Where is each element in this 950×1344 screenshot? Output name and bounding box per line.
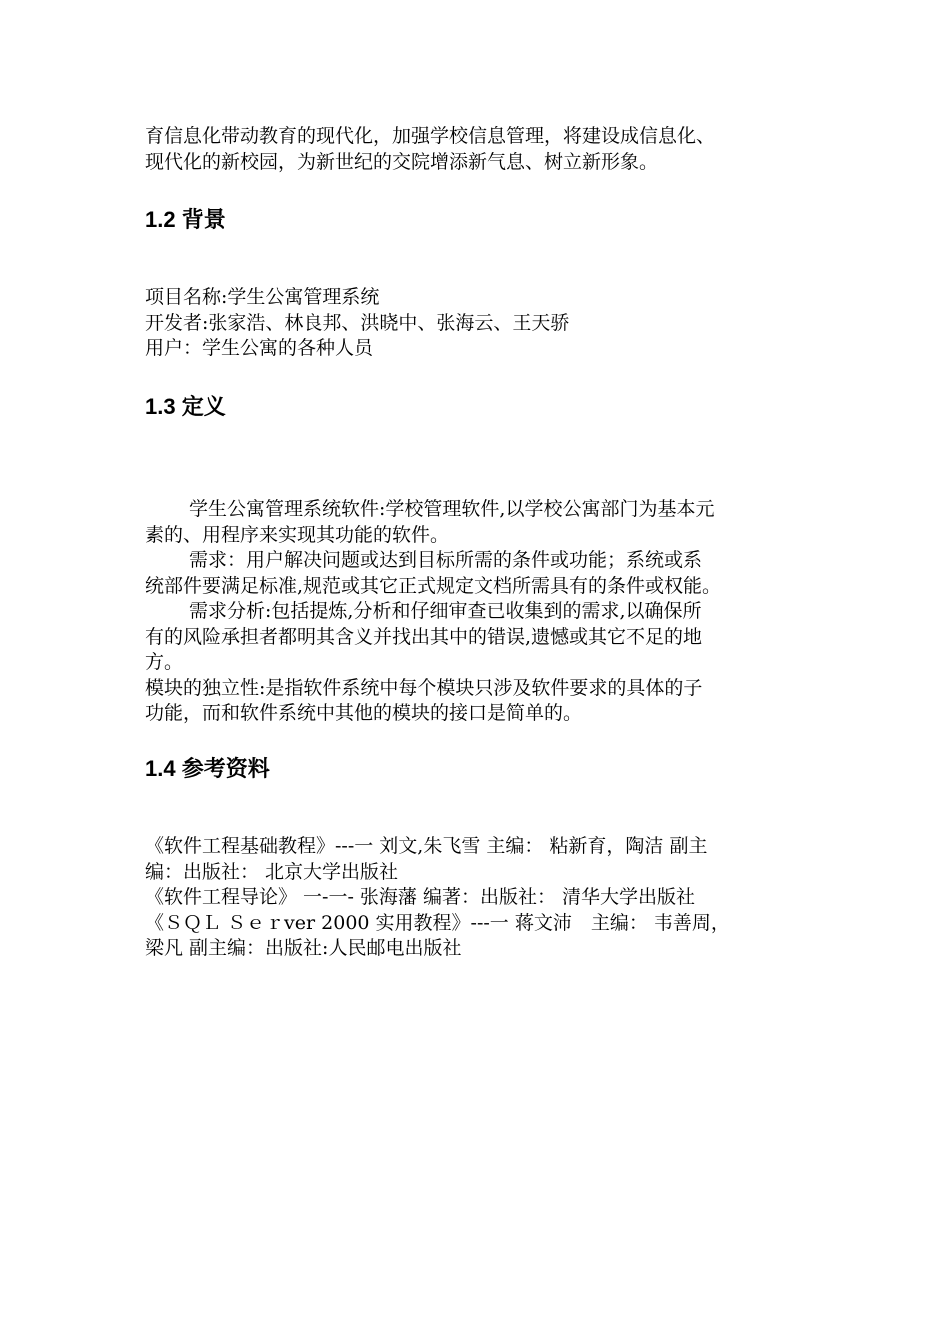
definition-line: 功能，而和软件系统中其他的模块的接口是简单的。 <box>145 702 583 724</box>
definition-line: 需求分析:包括提炼,分析和仔细审查已收集到的需求,以确保所 <box>189 600 702 622</box>
intro-line: 育信息化带动教育的现代化，加强学校信息管理，将建设成信息化、 <box>145 125 716 147</box>
definition-line: 方。 <box>145 651 184 673</box>
definition-line: 需求：用户解决问题或达到目标所需的条件或功能；系统或系 <box>189 549 703 571</box>
background-paragraph <box>145 285 810 362</box>
definition-line: 学生公寓管理系统软件:学校管理软件,以学校公寓部门为基本元 <box>189 498 715 520</box>
intro-paragraph <box>145 124 810 175</box>
definition-line: 模块的独立性:是指软件系统中每个模块只涉及软件要求的具体的子 <box>145 676 703 699</box>
users-line: 用户：学生公寓的各种人员 <box>145 337 374 359</box>
section-heading-definition: 1.3 定义 <box>145 394 226 419</box>
reference-line: 《软件工程导论》 一-一- 张海藩 编著：出版社： 清华大学出版社 <box>145 886 695 908</box>
definition-line: 有的风险承担者都明其含义并找出其中的错误,遗憾或其它不足的地 <box>145 625 703 648</box>
definition-paragraph <box>145 497 810 727</box>
developers-line: 开发者:张家浩、林良邦、洪晓中、张海云、王天骄 <box>145 311 570 334</box>
definition-line: 素的、用程序来实现其功能的软件。 <box>145 523 450 546</box>
references-paragraph <box>145 834 810 962</box>
intro-line: 现代化的新校园，为新世纪的交院增添新气息、树立新形象。 <box>145 150 659 173</box>
definition-line: 统部件要满足标准,规范或其它正式规定文档所需具有的条件或权能。 <box>145 574 722 597</box>
reference-line: 梁凡 副主编：出版社:人民邮电出版社 <box>145 937 462 959</box>
reference-line: 编：出版社： 北京大学出版社 <box>145 860 399 883</box>
reference-line: 《软件工程基础教程》---一 刘文,朱飞雪 主编： 粘新育，陶洁 副主 <box>145 835 708 857</box>
project-name-line: 项目名称:学生公寓管理系统 <box>145 286 380 308</box>
reference-line: 《ＳＱＬ Ｓｅｒver 2000 实用教程》---一 蒋文沛 主编： 韦善周， <box>145 911 730 934</box>
section-heading-background: 1.2 背景 <box>145 207 226 232</box>
section-heading-references: 1.4 参考资料 <box>145 756 270 781</box>
